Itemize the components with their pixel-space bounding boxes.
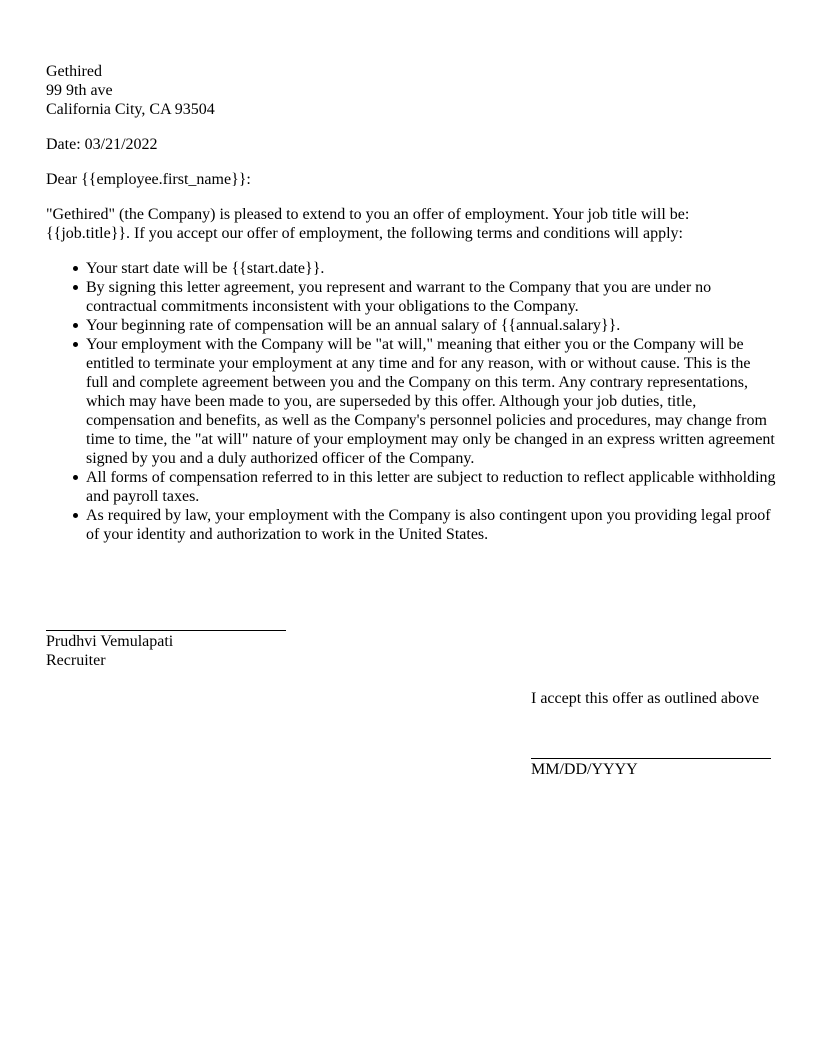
company-city-state-zip: California City, CA 93504 [46,101,215,118]
term-withholding: All forms of compensation referred to in this letter are subject to reduction to reflect applicable withholding and payroll taxes. [86,469,776,505]
term-no-conflicting-commitments: By signing this letter agreement, you represent and warrant to the Company that you are under no contractual commitments inconsistent with your obligations to the Company. [86,278,776,316]
acceptance-statement: I accept this offer as outlined above [531,690,760,707]
term-at-will: Your employment with the Company will be "at will," meaning that either you or the Company will be entitled to terminate your employment at any time and for any reason, with or without cause. This is the full and complete agreement between you and the Company on this term. Any contrary representations, which may have been made to you, are superseded by this offer. Although your job duties, title, compensation and benefits, as well as the Company's personnel policies and procedures, may change from time to time, the "at will" nature of your employment may only be changed in an express written agreement signed by you and a duly authorized officer of the Company. [86,336,775,467]
signer-block [46,630,286,670]
offer-letter [46,62,776,544]
intro-paragraph: "Gethired" (the Company) is pleased to extend to you an offer of employment. Your job title will be: {{job.title}}. If you accept our offer of employment, the following terms and conditions will apply: [46,206,690,242]
letter-date: Date: 03/21/2022 [46,136,158,153]
acceptance-block [531,689,771,779]
term-work-authorization: As required by law, your employment with the Company is also contingent upon you providing legal proof of your identity and authorization to work in the United States. [86,506,776,544]
company-name: Gethired [46,63,102,80]
acceptance-date-placeholder: MM/DD/YYYY [531,761,638,778]
company-street: 99 9th ave [46,82,113,99]
salutation: Dear {{employee.first_name}}: [46,171,251,188]
signer-name: Prudhvi Vemulapati [46,633,174,650]
term-compensation: Your beginning rate of compensation will be an annual salary of {{annual.salary}}. [86,316,776,335]
signer-title: Recruiter [46,652,106,669]
acceptance-signature-line [531,758,771,759]
company-address [46,62,776,119]
signer-signature-line [46,630,286,631]
terms-list [46,259,776,544]
term-start-date: Your start date will be {{start.date}}. [86,259,776,278]
